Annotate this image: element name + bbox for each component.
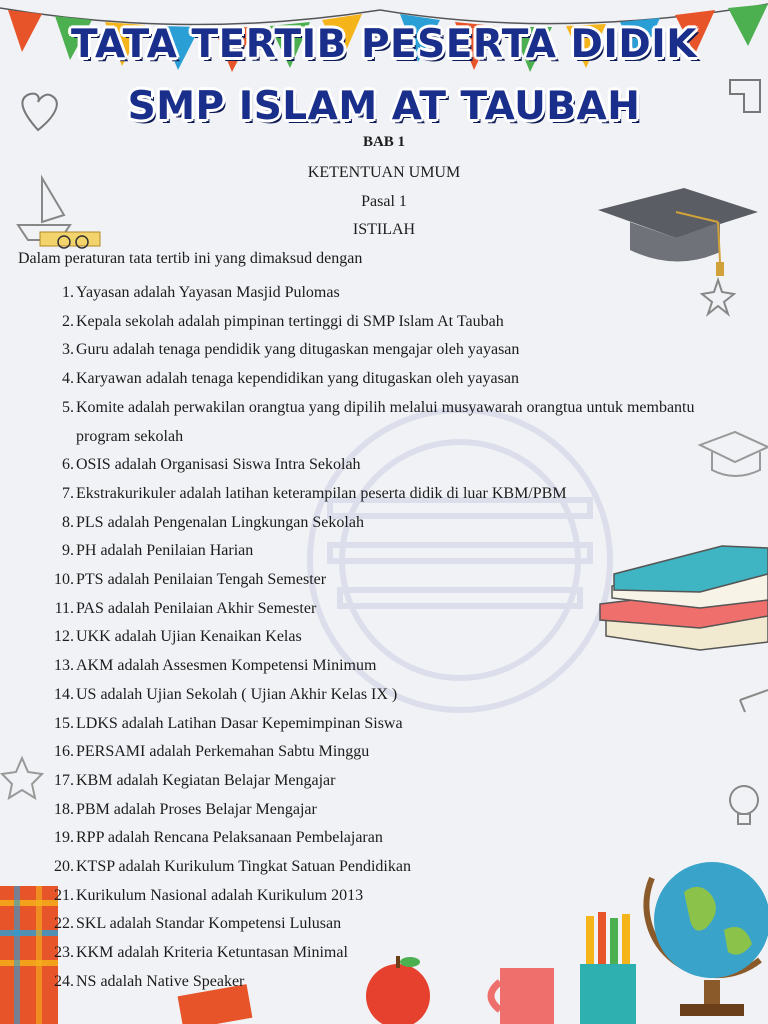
list-item-text: AKM adalah Assesmen Kompetensi Minimum (76, 657, 377, 675)
list-item-number: 19. (54, 829, 74, 847)
list-item-text: PLS adalah Pengenalan Lingkungan Sekolah (76, 513, 364, 531)
list-item-number: 21. (54, 886, 74, 904)
list-item (18, 537, 708, 566)
section-heading: KETENTUAN UMUM (307, 164, 461, 181)
list-item (18, 279, 708, 308)
list-item (18, 968, 708, 997)
list-item-text: PH adalah Penilaian Harian (76, 542, 254, 560)
list-item-number: 17. (54, 771, 74, 789)
cap-doodle-icon (700, 432, 768, 476)
list-item (18, 824, 708, 853)
list-item (18, 767, 708, 796)
list-item-number: 13. (54, 657, 74, 675)
list-item-number: 16. (54, 743, 74, 761)
list-item (18, 738, 708, 767)
list-item-number: 12. (54, 628, 74, 646)
list-item (18, 566, 708, 595)
list-item-number: 15. (54, 714, 74, 732)
list-item-text: PBM adalah Proses Belajar Mengajar (76, 800, 317, 818)
list-item-number: 10. (54, 571, 74, 589)
list-item-number: 1. (62, 284, 74, 301)
list-item-text: UKK adalah Ujian Kenaikan Kelas (76, 628, 302, 646)
list-item (18, 681, 708, 710)
list-item-number: 23. (54, 944, 74, 962)
list-item-text: PAS adalah Penilaian Akhir Semester (76, 599, 317, 617)
list-item (18, 480, 708, 509)
pencil-doodle-icon (740, 690, 768, 712)
intro-sentence: Dalam peraturan tata tertib ini yang dimaksud dengan (18, 250, 363, 267)
document-title-line-1: TATA TERTIB PESERTA DIDIK (70, 22, 698, 67)
list-item (18, 394, 708, 451)
list-item-text: KBM adalah Kegiatan Belajar Mengajar (76, 771, 336, 789)
list-item-text: RPP adalah Rencana Pelaksanaan Pembelajaran (76, 829, 383, 847)
list-item-number: 7. (62, 484, 74, 502)
list-item-text: KKM adalah Kriteria Ketuntasan Minimal (76, 944, 348, 962)
list-item-text: Karyawan adalah tenaga kependidikan yang ditugaskan oleh yayasan (76, 370, 519, 388)
list-item-text: OSIS adalah Organisasi Siswa Intra Sekolah (76, 456, 361, 474)
list-item-text: Guru adalah tenaga pendidik yang ditugaskan mengajar oleh yayasan (76, 341, 520, 359)
list-item (18, 595, 708, 624)
list-item-text: Kurikulum Nasional adalah Kurikulum 2013 (76, 886, 364, 904)
list-item-text: NS adalah Native Speaker (76, 972, 245, 990)
list-item-number: 18. (54, 800, 74, 818)
list-item-number: 5. (62, 398, 74, 416)
list-item-text: Kepala sekolah adalah pimpinan tertinggi di SMP Islam At Taubah (76, 312, 504, 330)
list-item-number: 3. (62, 341, 74, 359)
list-item-number: 24. (54, 972, 74, 990)
lightbulb-doodle-icon (730, 786, 758, 824)
document-title-line-2: SMP ISLAM AT TAUBAH (127, 84, 641, 129)
list-item (18, 623, 708, 652)
list-item (18, 939, 708, 968)
list-item (18, 308, 708, 337)
list-item-number: 22. (54, 915, 74, 933)
list-item-text: LDKS adalah Latihan Dasar Kepemimpinan Siswa (76, 714, 403, 732)
list-item-text: Yayasan adalah Yayasan Masjid Pulomas (76, 284, 340, 301)
list-item (18, 882, 708, 911)
list-item (18, 509, 708, 538)
article-heading: Pasal 1 (361, 193, 407, 210)
list-item (18, 451, 708, 480)
list-item-number: 11. (54, 599, 74, 617)
list-item (18, 853, 708, 882)
list-item-number: 2. (62, 312, 74, 330)
definitions-list (18, 279, 708, 997)
list-item-text: PERSAMI adalah Perkemahan Sabtu Minggu (76, 743, 370, 761)
chapter-heading: BAB 1 (362, 134, 406, 150)
list-item (18, 336, 708, 365)
list-item-number: 14. (54, 685, 74, 703)
list-item (18, 796, 708, 825)
list-item-number: 9. (62, 542, 74, 560)
list-item (18, 910, 708, 939)
list-item-number: 8. (62, 513, 74, 531)
list-item-text: Ekstrakurikuler adalah latihan keterampilan peserta didik di luar KBM/PBM (76, 484, 567, 502)
subheading: ISTILAH (352, 221, 416, 238)
list-item-text: US adalah Ujian Sekolah ( Ujian Akhir Kelas IX ) (76, 685, 398, 703)
list-item (18, 652, 708, 681)
list-item-text: KTSP adalah Kurikulum Tingkat Satuan Pendidikan (76, 858, 411, 876)
list-item-text: SKL adalah Standar Kompetensi Lulusan (76, 915, 342, 933)
list-item-number: 4. (62, 370, 74, 388)
list-item-text: PTS adalah Penilaian Tengah Semester (76, 571, 327, 589)
list-item-number: 6. (62, 456, 74, 474)
list-item (18, 710, 708, 739)
list-item (18, 365, 708, 394)
list-item-number: 20. (54, 858, 74, 876)
list-item-text: Komite adalah perwakilan orangtua yang dipilih melalui musyawarah orangtua untuk membantu program sekolah (76, 398, 695, 445)
